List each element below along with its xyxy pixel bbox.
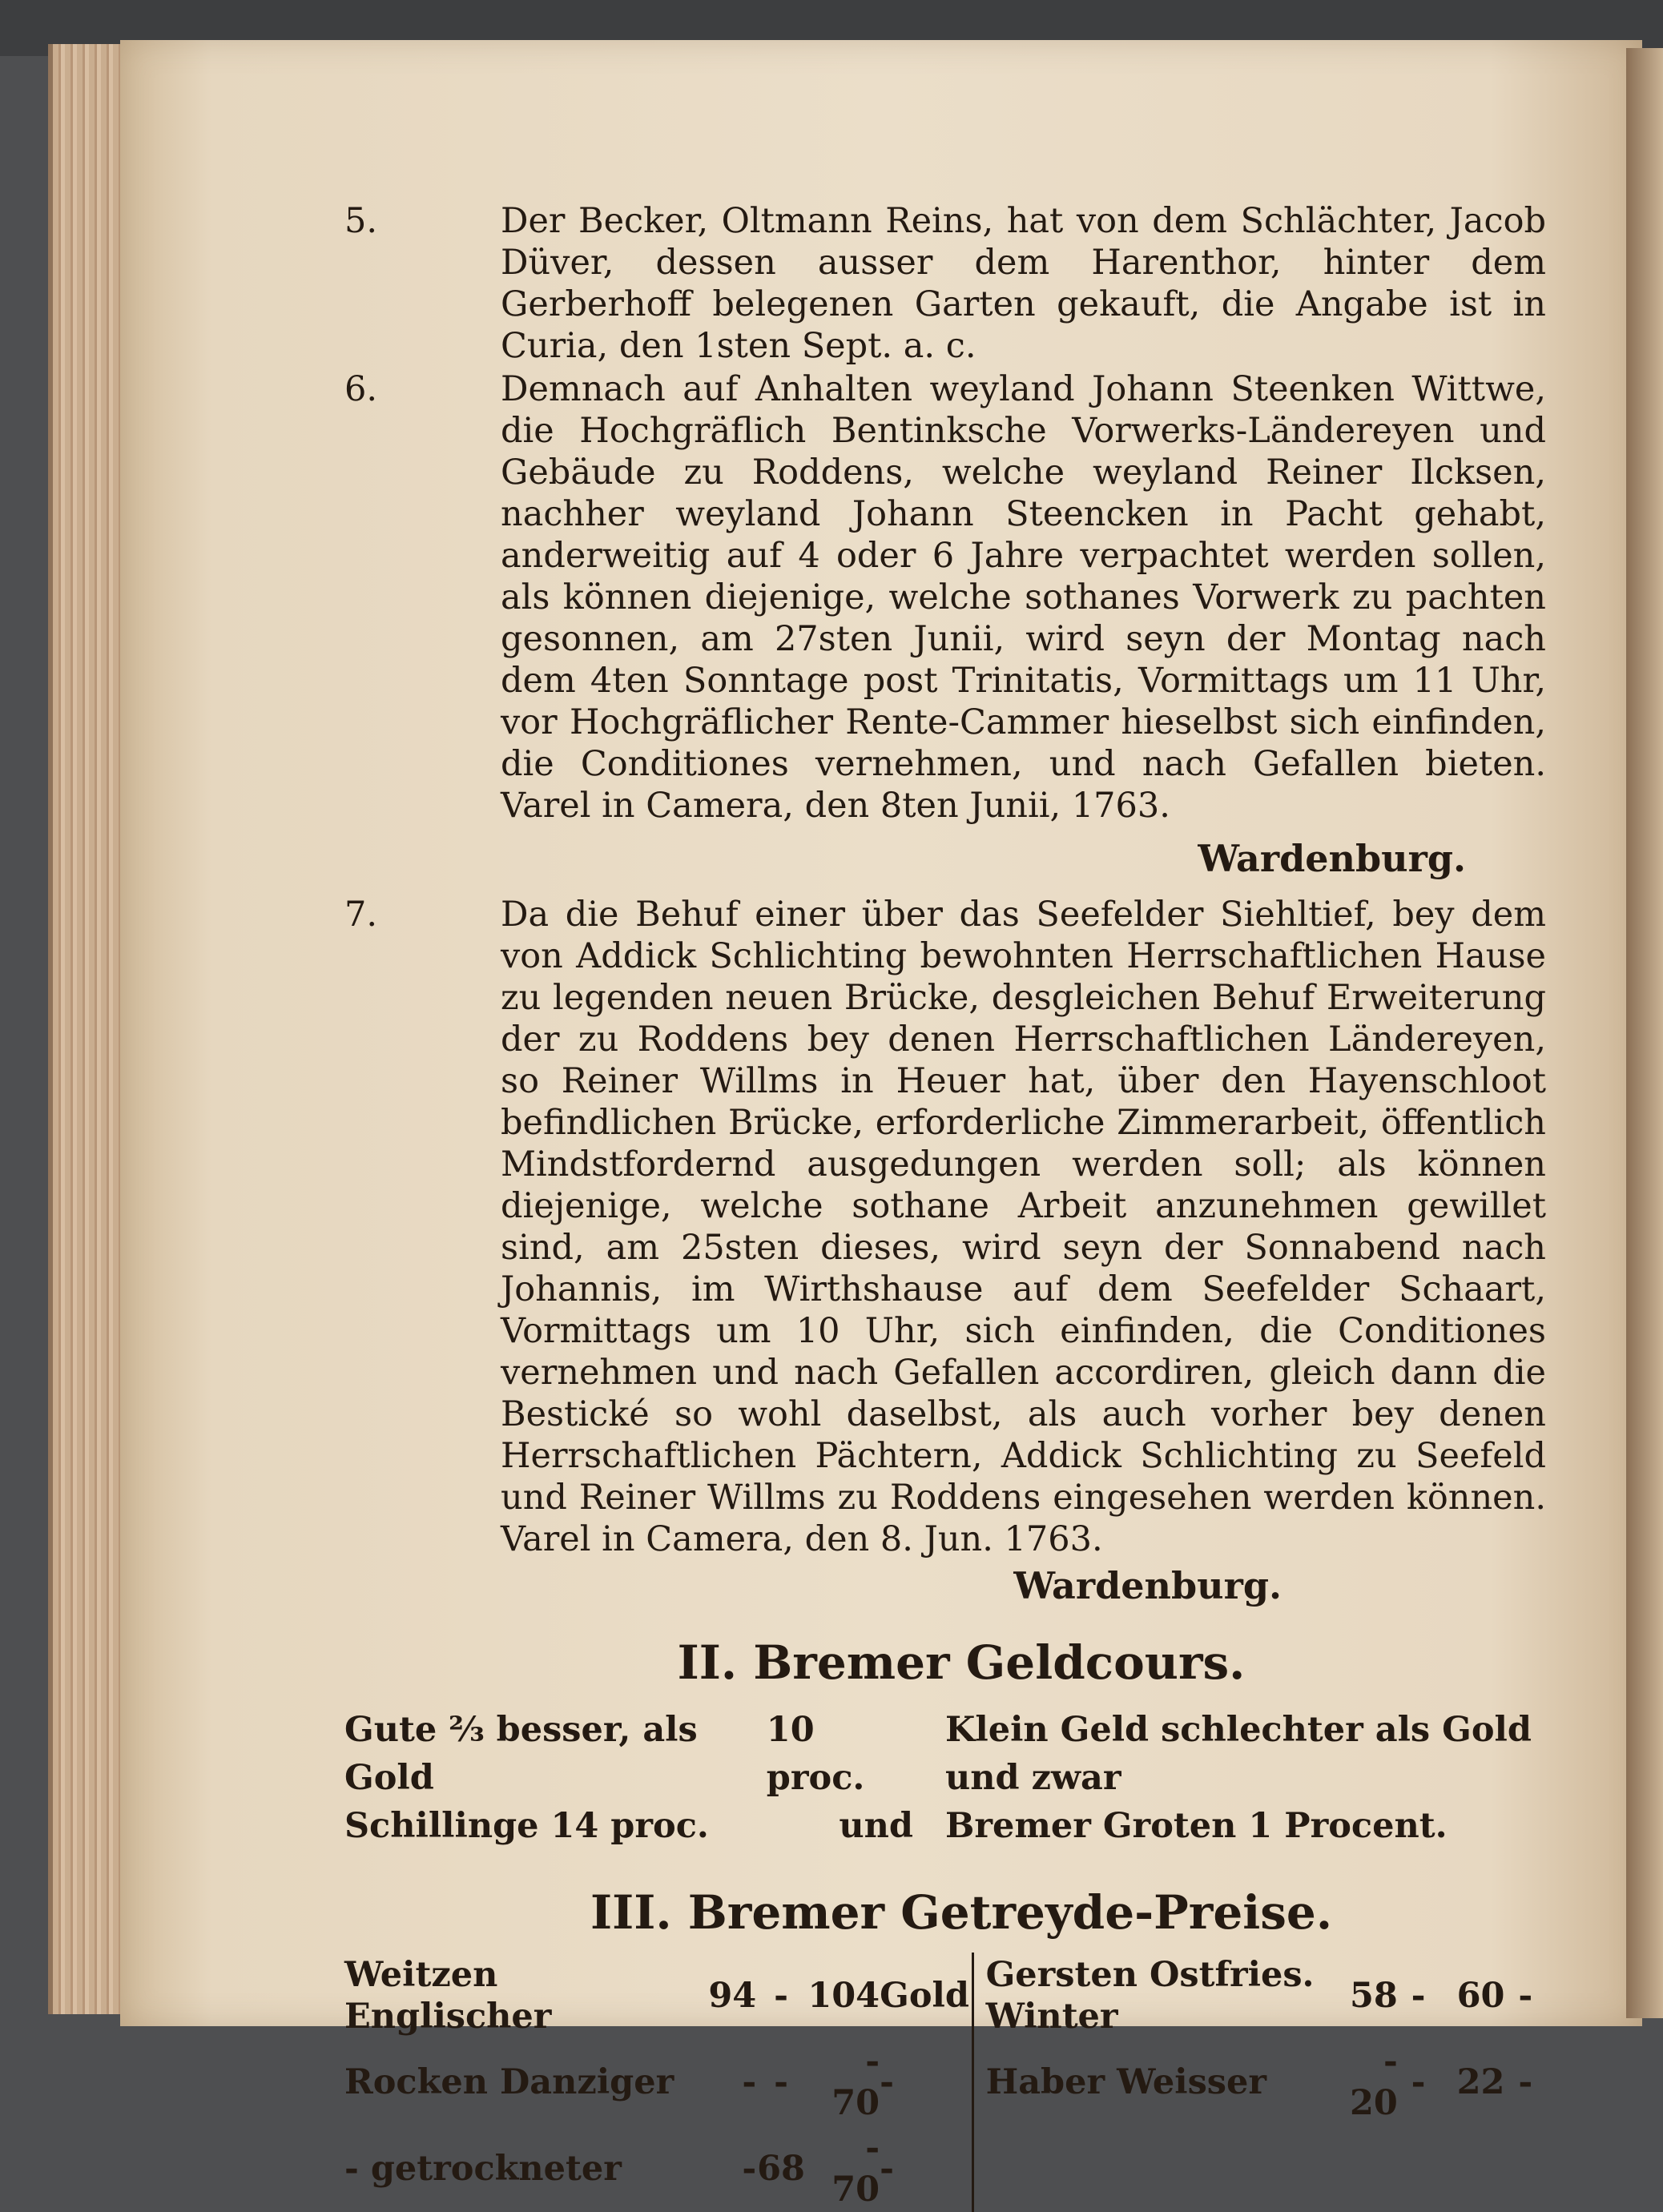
price-mark-right: [1398, 2126, 1439, 2212]
exchange-left-row-2: [344, 1802, 945, 1850]
signature: Wardenburg.: [1013, 1564, 1282, 1607]
table-row: [344, 1953, 1546, 2039]
table-row: [344, 2039, 1546, 2126]
price-mark: -: [774, 2062, 788, 2102]
grain-name-right: Haber Weisser: [985, 2062, 1267, 2102]
entry-text: Der Becker, Oltmann Reins, hat von dem Schlächter, Jacob Düver, dessen ausser dem Harenthor, hinter dem Gerberhoff belegenen Garten gekauft, die Angabe ist in Curia, den 1sten Sept. a. c.: [501, 201, 1546, 366]
price-low-right: [1332, 2126, 1398, 2212]
column-divider: [973, 2126, 986, 2212]
price-end-mark: -: [1518, 1976, 1533, 2016]
section-title-getreyde: III. Bremer Getreyde-Preise.: [590, 1885, 1333, 1940]
price-low: -: [742, 2062, 757, 2102]
entry-6: [344, 368, 1546, 826]
exchange-text: Schillinge 14 proc.: [344, 1806, 709, 1846]
grain-name-right: [986, 2126, 1332, 2212]
entry-5: [344, 200, 1546, 367]
price-unit: -: [880, 2062, 894, 2102]
price-low-right: - 20: [1349, 2041, 1398, 2123]
table-row: [344, 2126, 1546, 2212]
price-mark: -: [774, 1976, 788, 2016]
price-low: 94: [708, 1976, 757, 2016]
price-unit: -: [880, 2149, 894, 2189]
column-divider: [973, 2039, 986, 2126]
entry-text: Demnach auf Anhalten weyland Johann Steenken Wittwe, die Hochgräflich Bentinksche Vorwerks-Ländereyen und Gebäude zu Roddens, welche weyland Reiner Ilcksen, nachher weyland Johann Steencken in Pacht gehabt, anderweitig auf 4 oder 6 Jahre verpachtet werden sollen, als können diejenige, welche sothanes Vorwerk zu pachten gesonnen, am 27sten Junii, wird seyn der Montag nach dem 4ten Sonntage post Trinitatis, Vormittags um 11 Uhr, vor Hochgräflicher Rente-Cammer hieselbst sich einfinden, die Conditiones vernehmen, und nach Gefallen bieten. Varel in Camera, den 8ten Junii, 1763.: [501, 369, 1546, 826]
price-mark: 68: [757, 2149, 805, 2189]
price-low: -: [742, 2149, 757, 2189]
price-high: - 70: [832, 2128, 880, 2210]
entry-number: 7.: [344, 895, 378, 935]
grain-name: Rocken Danziger: [344, 2062, 674, 2102]
entry-number: 5.: [344, 201, 378, 241]
page-text: [344, 200, 1546, 2212]
entry-7: [344, 894, 1546, 1560]
grain-name: - getrockneter: [344, 2149, 622, 2189]
exchange-left-row-1: [344, 1706, 945, 1802]
grain-price-table: [344, 1953, 1546, 2212]
price-mark-right: -: [1411, 1976, 1426, 2016]
price-end-mark: [1504, 2126, 1546, 2212]
exchange-value: 10 proc.: [766, 1710, 865, 1798]
price-low-right: 58: [1349, 1976, 1398, 2016]
price-high-right: [1439, 2126, 1504, 2212]
facing-page-edge: [1626, 48, 1663, 2018]
grain-name-right: Gersten Ostfries. Winter: [985, 1955, 1315, 2037]
column-divider: [973, 1953, 986, 2039]
price-mark-right: -: [1411, 2062, 1426, 2102]
exchange-right-row-1: Klein Geld schlechter als Gold und zwar: [945, 1710, 1532, 1798]
exchange-right-row-2: Bremer Groten 1 Procent.: [945, 1806, 1448, 1846]
price-end-mark: -: [1518, 2062, 1533, 2102]
exchange-text: Gute ⅔ besser, als Gold: [344, 1710, 698, 1798]
signature: Wardenburg.: [1198, 837, 1466, 880]
exchange-rates: [344, 1706, 1546, 1850]
price-high-right: 60: [1456, 1976, 1505, 2016]
section-title-geldcours: II. Bremer Geldcours.: [677, 1635, 1246, 1690]
grain-name: Weitzen Englischer: [344, 1955, 552, 2037]
price-high: - 70: [832, 2041, 880, 2123]
entry-text: Da die Behuf einer über das Seefelder Siehltief, bey dem von Addick Schlichting bewohnten Herrschaftlichen Hause zu legenden neuen Brücke, desgleichen Behuf Erweiterung der zu Roddens bey denen Herrschaftlichen Ländereyen, so Reiner Willms in Heuer hat, über den Hayenschloot befindlichen Brücke, erforderliche Zimmerarbeit, öffentlich Mindstfordernd ausgedungen werden soll; als können diejenige, welche sothane Arbeit anzunehmen gewillet sind, am 25sten dieses, wird seyn der Sonnabend nach Johannis, im Wirthshause auf dem Seefelder Schaart, Vormittags um 10 Uhr, sich einfinden, die Conditiones vernehmen und nach Gefallen accordiren, gleich dann die Bestické so wohl daselbst, als auch vorher bey denen Herrschaftlichen Pächtern, Addick Schlichting zu Seefeld und Reiner Willms zu Roddens eingesehen werden können. Varel in Camera, den 8. Jun. 1763.: [501, 895, 1546, 1559]
price-unit: Gold: [880, 1976, 969, 2016]
price-high: 104: [807, 1976, 880, 2016]
price-high-right: 22: [1456, 2062, 1505, 2102]
exchange-value: und: [839, 1806, 913, 1846]
entry-number: 6.: [344, 369, 378, 409]
